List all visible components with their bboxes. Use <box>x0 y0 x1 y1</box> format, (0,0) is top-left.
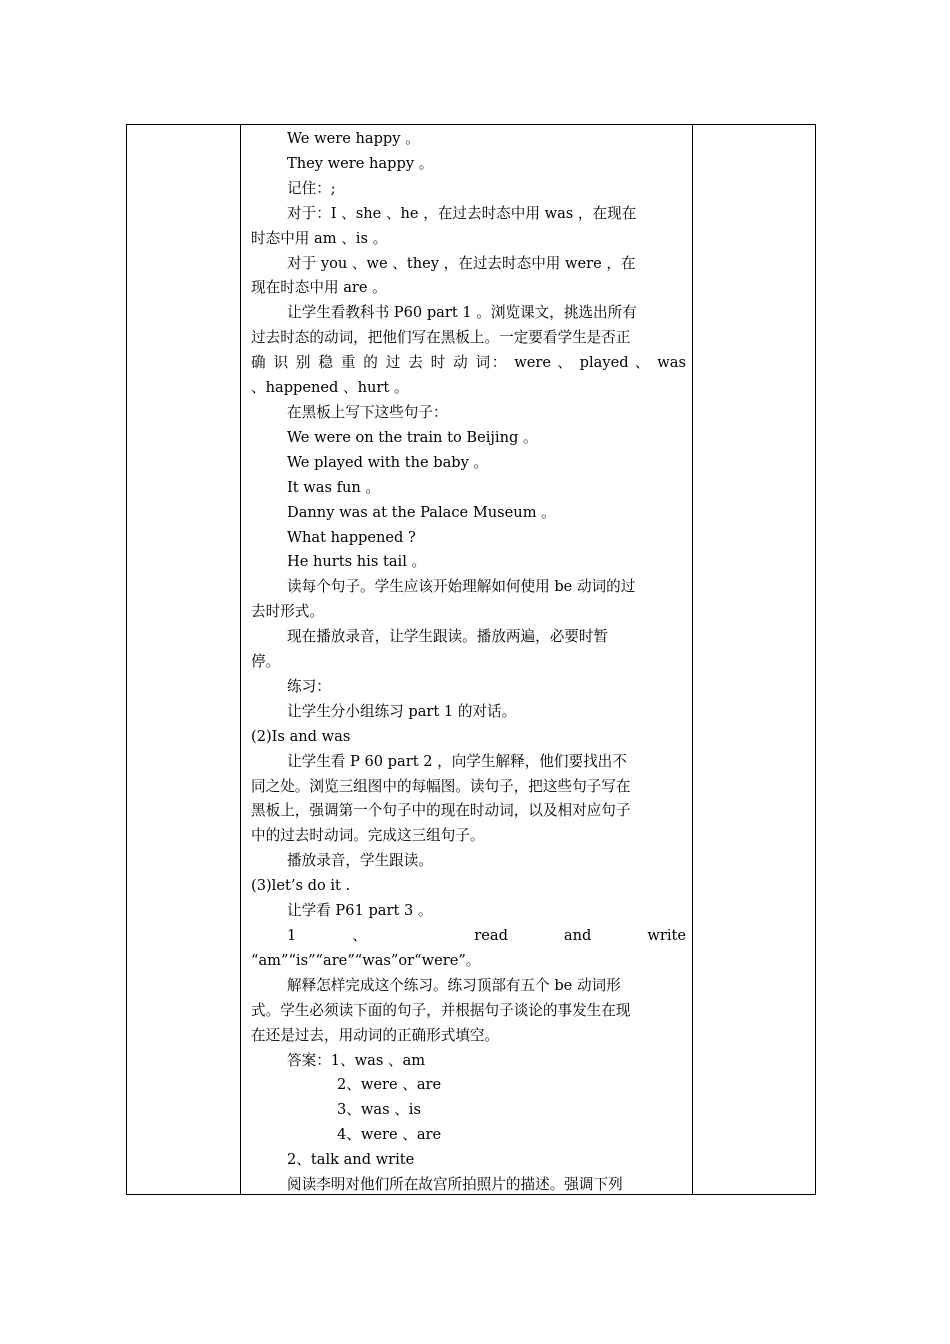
text-line: 练习： <box>287 677 331 695</box>
text-line: 现在播放录音，让学生跟读。播放两遍，必要时暂 <box>287 628 609 646</box>
text-line: 式。学生必须读下面的句子，并根据句子谈论的事发生在现 <box>251 1001 631 1019</box>
text-line: 让学生看 P 60 part 2 ，向学生解释，他们要找出不 <box>287 752 627 770</box>
text-line: 阅读李明对他们所在故宫所拍照片的描述。强调下列 <box>287 1176 623 1194</box>
text-line: 播放录音，学生跟读。 <box>287 852 433 870</box>
text-line: 记住：; <box>287 179 336 197</box>
text-line: 让学生分小组练习 part 1 的对话。 <box>287 702 517 720</box>
lesson-table <box>126 124 816 1195</box>
text-line: 1 、 read and write <box>287 927 686 944</box>
left-column-cell <box>127 125 240 1194</box>
text-line: 中的过去时动词。完成这三组句子。 <box>251 827 485 845</box>
text-line: 现在时态中用 are 。 <box>251 279 387 297</box>
text-line: We were happy 。 <box>287 130 420 147</box>
text-line: 黑板上，强调第一个句子中的现在时动词，以及相对应句子 <box>251 802 631 820</box>
text-line: 时态中用 am 、is 。 <box>251 229 388 247</box>
text-line: 4、were 、are <box>337 1126 442 1144</box>
text-line: 去时形式。 <box>251 603 324 621</box>
text-line: (2)Is and was <box>251 727 351 745</box>
text-line: 停。 <box>251 653 281 671</box>
text-line: 让学看 P61 part 3 。 <box>287 902 433 920</box>
text-line: 2、talk and write <box>287 1151 415 1169</box>
text-line: Danny was at the Palace Museum 。 <box>287 503 556 521</box>
right-column-cell <box>693 125 815 1194</box>
text-line: 同之处。浏览三组图中的每幅图。读句子，把这些句子写在 <box>251 777 631 795</box>
text-line: (3)let’s do it . <box>251 877 351 895</box>
text-line: We played with the baby 。 <box>287 453 489 471</box>
text-line: 对于：I 、she 、he ，在过去时态中用 was ，在现在 <box>287 204 637 222</box>
lesson-content-cell <box>240 125 692 1194</box>
text-line: 2、were 、are <box>337 1076 442 1094</box>
text-line: 3、was 、is <box>337 1101 421 1119</box>
text-line: They were happy 。 <box>287 154 434 172</box>
text-line: 确 识 别 稳 重 的 过 去 时 动 词： were 、 played 、 was <box>251 354 686 372</box>
text-line: 在黑板上写下这些句子： <box>287 403 448 421</box>
text-line: 在还是过去，用动词的正确形式填空。 <box>251 1026 500 1044</box>
text-line: 读每个句子。学生应该开始理解如何使用 be 动词的过 <box>287 578 636 596</box>
text-line: 解释怎样完成这个练习。练习顶部有五个 be 动词形 <box>287 976 621 994</box>
text-line: It was fun 。 <box>287 478 381 496</box>
text-line: “am”“is”“are”“was”or“were”。 <box>251 951 481 969</box>
text-line: 让学生看教科书 P60 part 1 。浏览课文，挑选出所有 <box>287 304 637 322</box>
text-line: He hurts his tail 。 <box>287 553 427 571</box>
text-line: We were on the train to Beijing 。 <box>287 428 538 446</box>
text-line: 答案：1、was 、am <box>287 1051 426 1069</box>
text-line: 对于 you 、we 、they ，在过去时态中用 were ，在 <box>287 254 636 272</box>
text-line: 过去时态的动词，把他们写在黑板上。一定要看学生是否正 <box>251 329 631 347</box>
text-line: 、happened 、hurt 。 <box>251 379 409 397</box>
text-line: What happened ? <box>287 528 416 546</box>
